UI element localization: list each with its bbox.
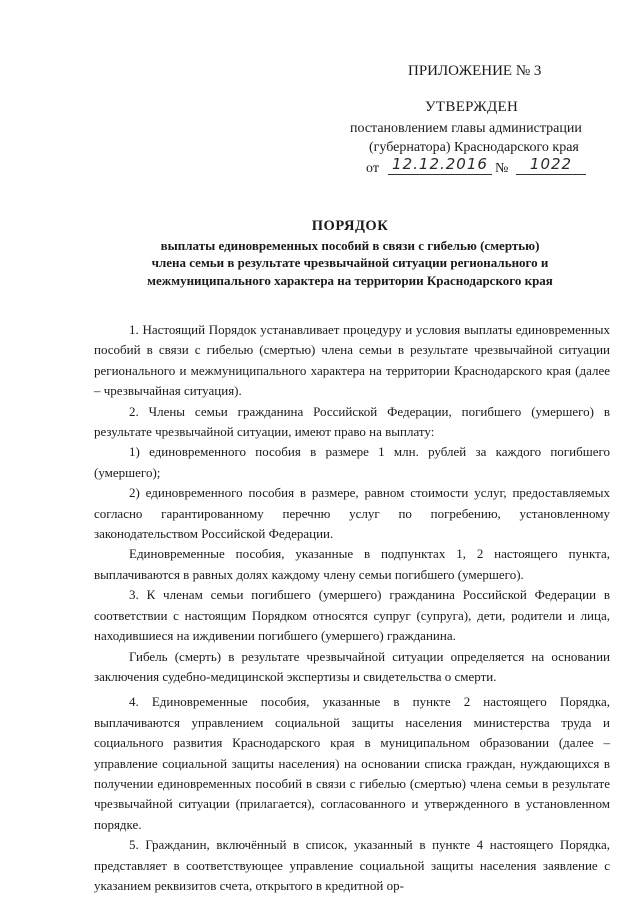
paragraph-3-note: Гибель (смерть) в результате чрезвычайной ситуации определяется на основании заключения судебно-медицинской экспертизы и свидетельства о смерти.	[94, 648, 610, 684]
title-line-2: члена семьи в результате чрезвычайной ситуации регионального и	[151, 255, 549, 270]
decree-date-handwritten: 12.12.2016	[388, 155, 492, 175]
title-line-3: межмуниципального характера на территории Краснодарского края	[147, 272, 553, 288]
decree-line-2: (губернатора) Краснодарского края	[369, 140, 579, 155]
document-body	[94, 320, 610, 896]
paragraph-5: 5. Гражданин, включённый в список, указанный в пункте 4 настоящего Порядка, представляет в соответствующее управление социальной защиты населения заявление с указанием реквизитов счета, открытого в кредитной ор-	[94, 837, 610, 893]
paragraph-3: 3. К членам семьи погибшего (умершего) гражданина Российской Федерации в соответствии с настоящим Порядком относятся супруг (супруга), дети, родители и лица, находившиеся на иждивении погибшего (умершего) гражданина.	[94, 587, 610, 644]
paragraph-2-item-2: 2) единовременного пособия в размере, равном стоимости услуг, предоставляемых согласно гарантированному перечню услуг по погребению, установленному законодательством Российской Федерации.	[94, 485, 610, 542]
paragraph-2-note: Единовременные пособия, указанные в подпунктах 1, 2 настоящего пункта, выплачиваются в равных долях каждому члену семьи погибшего (умершего).	[94, 546, 610, 582]
paragraph-4: 4. Единовременные пособия, указанные в пункте 2 настоящего Порядка, выплачиваются управлением социальной защиты населения министерства труда и социального развития Краснодарского края в муниципальном образовании (далее – управление социальной защиты населения) на основании списка граждан, нуждающихся в получении единовременных пособий в связи с гибелью (смертью) члена семьи в результате чрезвычайной ситуации (прилагается), согласованного и утвержденного в установленном порядке.	[94, 694, 610, 832]
paragraph-2: 2. Члены семьи гражданина Российской Федерации, погибшего (умершего) в результате чрезвычайной ситуации, имеют право на выплату:	[94, 403, 610, 440]
appendix-label: ПРИЛОЖЕНИЕ № 3	[408, 63, 542, 79]
title-main: ПОРЯДОК	[311, 218, 389, 234]
decree-date-line	[366, 156, 616, 178]
title-line-1: выплаты единовременных пособий в связи с гибелью (смертью)	[160, 237, 540, 253]
number-sign: №	[495, 161, 509, 176]
paragraph-1: 1. Настоящий Порядок устанавливает процедуру и условия выплаты единовременных пособий в связи с гибелью (смертью) члена семьи в результате чрезвычайной ситуации регионального и межмуниципального характера на территории Краснодарского края (далее – чрезвычайная ситуация).	[94, 322, 610, 399]
approved-label: УТВЕРЖДЕН	[425, 99, 519, 115]
decree-number-handwritten: 1022	[516, 155, 586, 175]
document-title	[90, 218, 610, 289]
decree-line-1: постановлением главы администрации	[350, 121, 582, 136]
paragraph-2-item-1: 1) единовременного пособия в размере 1 млн. рублей за каждого погибшего (умершего);	[94, 444, 610, 480]
date-prefix: от	[366, 161, 379, 176]
